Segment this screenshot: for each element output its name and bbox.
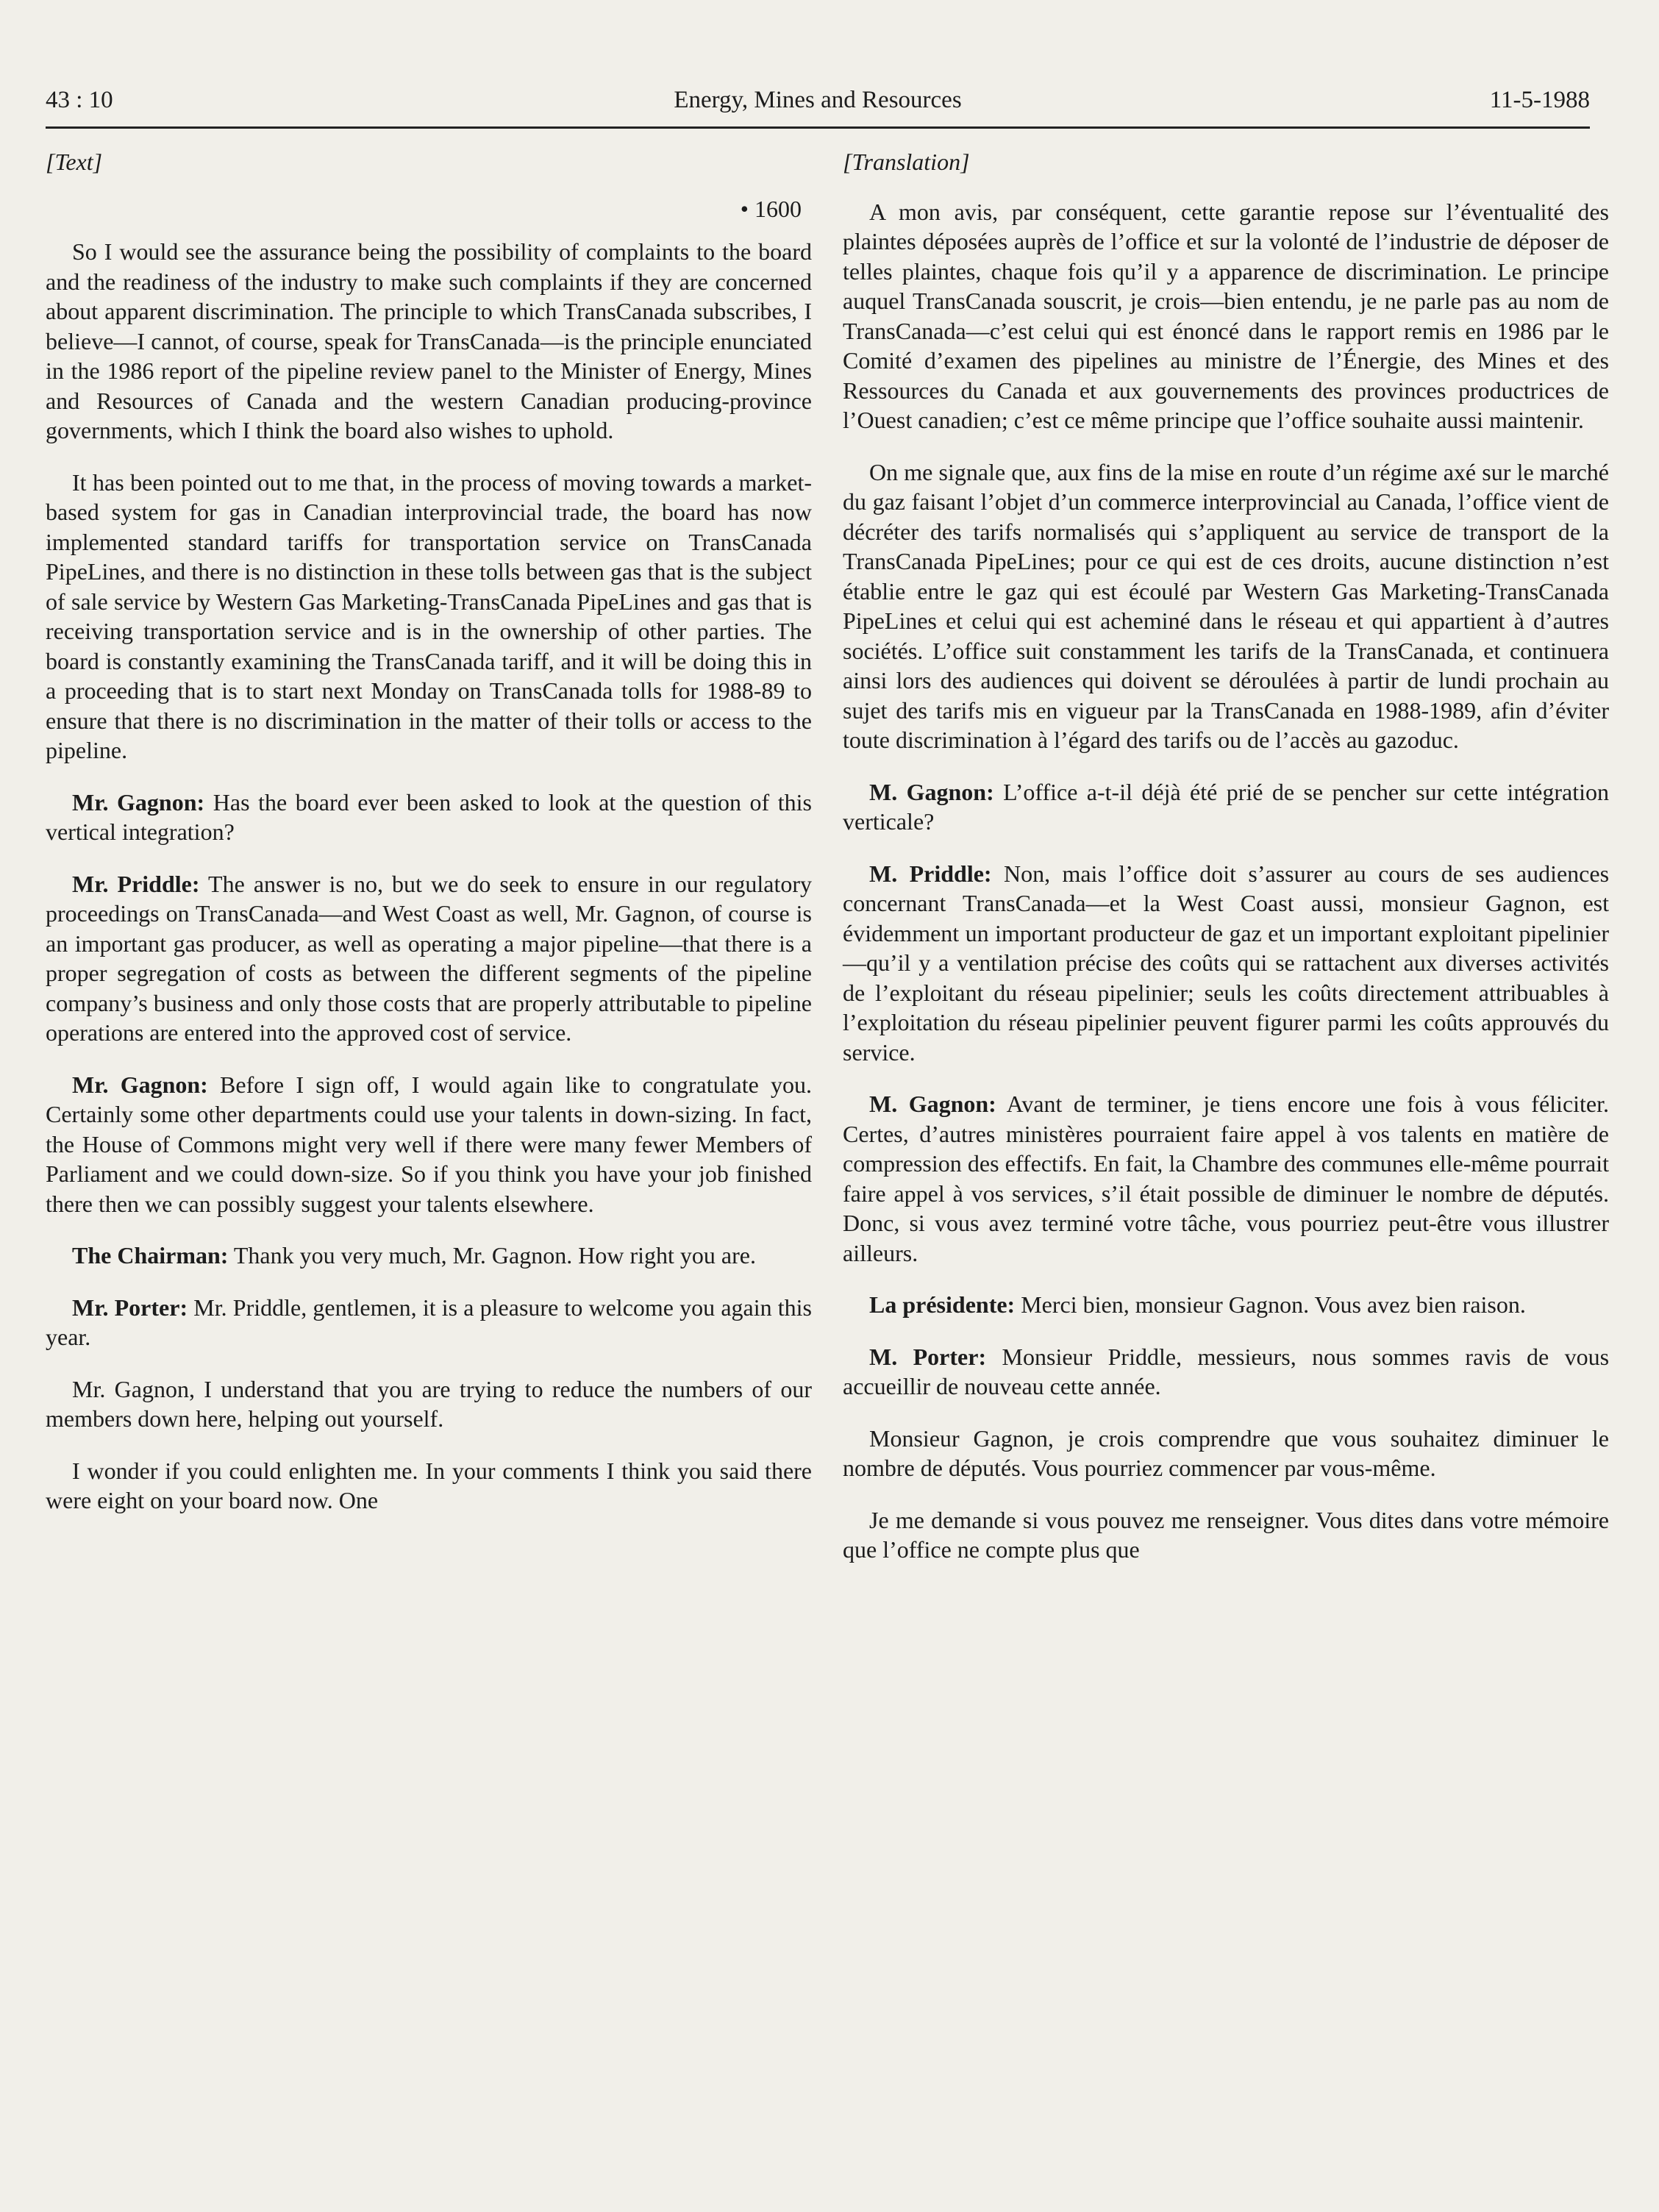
speaker-name: La présidente: [869, 1291, 1016, 1318]
paragraph [843, 1089, 1609, 1268]
paragraph [843, 457, 1609, 755]
paragraph [46, 1241, 812, 1271]
column-label-translation: [Translation] [843, 149, 970, 175]
english-column [46, 147, 812, 1516]
column-label-text: [Text] [46, 149, 103, 175]
speaker-name: M. Gagnon: [869, 778, 994, 805]
paragraph [46, 468, 812, 766]
paragraph-text: So I would see the assurance being the possibility of complaints to the board and the readiness of the industry to make such complaints if they are concerned about apparent discrimination. The principle to which TransCanada subscribes, I believe—I cannot, of course, speak for TransCanada—is the principle enunciated in the 1986 report of the pipeline review panel to the Minister of Energy, Mines and Resources of Canada and the western Canadian producing-province governments, which I think the board also wishes to uphold. [46, 238, 812, 443]
paragraph-text: On me signale que, aux fins de la mise en route d’un régime axé sur le marché du gaz faisant l’objet d’un commerce interprovincial au Canada, l’office vient de décréter des tarifs normalisés qui s’appliquent au service de transport de la TransCanada PipeLines; pour ce qui est de ces droits, aucune distinction n’est établie entre le gaz qui est écoulé par Western Gas Marketing-TransCanada PipeLines et celui qui est acheminé dans le réseau et qui appartient à d’autres sociétés. L’office suit constamment les tarifs de la TransCanada, et continuera ainsi lors des audiences qui doivent se déroulées à partir de lundi prochain au sujet des tarifs mis en vigueur par la TransCanada en 1988-1989, afin d’éviter toute discrimination à l’égard des tarifs ou de l’accès au gazoduc. [843, 458, 1609, 753]
paragraph [46, 1374, 812, 1434]
speaker-name: Mr. Gagnon: [72, 1071, 208, 1098]
speaker-name: M. Gagnon: [869, 1091, 996, 1117]
page-header [46, 87, 1590, 131]
page-number: 43 : 10 [46, 87, 113, 113]
speaker-name: The Chairman: [72, 1242, 229, 1269]
paragraph-text: Mr. Priddle, gentlemen, it is a pleasure to welcome you again this year. [46, 1294, 813, 1350]
paragraph-text: Merci bien, monsieur Gagnon. Vous avez bien raison. [1021, 1291, 1526, 1318]
paragraph [46, 1293, 812, 1352]
paragraph-text: Monsieur Priddle, messieurs, nous sommes ravis de vous accueillir de nouveau cette année. [843, 1343, 1610, 1399]
paragraph [46, 788, 812, 847]
paragraph-text: I wonder if you could enlighten me. In your comments I think you said there were eight on your board now. One [46, 1457, 812, 1513]
paragraph [46, 1456, 812, 1516]
paragraph-text: A mon avis, par conséquent, cette garantie repose sur l’éventualité des plaintes déposées auprès de l’office et sur la volonté de l’industrie de déposer de telles plaintes, chaque fois qu’il y a apparence de discrimination. Le principe auquel TransCanada souscrit, je crois—bien entendu, je ne parle pas au nom de TransCanada—c’est celui qui est énoncé dans le rapport remis en 1986 par le Comité d’examen des pipelines au ministre de l’Énergie, des Mines et des Ressources du Canada et aux gouvernements des provinces productrices de l’Ouest canadien; c’est ce même principe que l’office souhaite aussi maintenir. [843, 198, 1609, 433]
paragraph-text: It has been pointed out to me that, in the process of moving towards a market-based system for gas in Canadian interprovincial trade, the board has now implemented standard tariffs for transportation service on TransCanada PipeLines, and there is no distinction in these tolls between gas that is the subject of sale service by Western Gas Marketing-TransCanada PipeLines and gas that is receiving transportation service and is in the ownership of other parties. The board is constantly examining the TransCanada tariff, and it will be doing this in a proceeding that is to start next Monday on TransCanada tolls for 1988-89 to ensure that there is no discrimination in the matter of their tolls or access to the pipeline. [46, 468, 812, 763]
paragraph-text: Has the board ever been asked to look at the question of this vertical integration? [46, 788, 813, 845]
paragraph-text: L’office a-t-il déjà été prié de se pencher sur cette intégration verticale? [843, 778, 1610, 835]
paragraph-text: Before I sign off, I would again like to congratulate you. Certainly some other departments could use your talents in down-sizing. In fact, the House of Commons might very well if there were many fewer Members of Parliament and we could down-size. So if you think you have your job finished there then we can possibly suggest your talents elsewhere. [46, 1071, 812, 1217]
paragraph-list [843, 197, 1609, 1565]
speaker-name: Mr. Priddle: [72, 870, 200, 897]
speaker-name: Mr. Porter: [72, 1294, 188, 1321]
speaker-name: Mr. Gagnon: [72, 788, 205, 816]
paragraph [46, 869, 812, 1048]
time-marker: • 1600 [740, 195, 802, 222]
paragraph [843, 859, 1609, 1068]
paragraph [843, 1290, 1609, 1320]
paragraph-text: Je me demande si vous pouvez me renseigner. Vous dites dans votre mémoire que l’office ne compte plus que [843, 1506, 1609, 1563]
running-title: Energy, Mines and Resources [674, 87, 962, 113]
paragraph [843, 1424, 1609, 1483]
paragraph [843, 777, 1609, 837]
paragraph [843, 1342, 1609, 1402]
speaker-name: M. Porter: [869, 1343, 987, 1370]
paragraph-text: The answer is no, but we do seek to ensure in our regulatory proceedings on TransCanada—and West Coast as well, Mr. Gagnon, of course is an important gas producer, as well as operating a major pipeline—that there is a proper segregation of costs as between the different segments of the pipeline company’s business and only those costs that are properly attributable to pipeline operations are entered into the approved cost of service. [46, 870, 813, 1046]
speaker-name: M. Priddle: [869, 860, 992, 887]
paragraph [843, 197, 1609, 435]
header-rule [46, 126, 1590, 129]
paragraph-text: Thank you very much, Mr. Gagnon. How right you are. [233, 1242, 756, 1269]
paragraph-text: Monsieur Gagnon, je crois comprendre que vous souhaitez diminuer le nombre de députés. Vous pourriez commencer par vous-même. [843, 1424, 1609, 1481]
paragraph-text: Avant de terminer, je tiens encore une fois à vous féliciter. Certes, d’autres ministères pourraient faire appel à vos talents en matière de compression des effectifs. En fait, la Chambre des communes elle-même pourrait faire appel à vos services, s’il était possible de diminuer le nombre de députés. Donc, si vous avez terminé votre tâche, vous pourriez peut-être vous illustrer ailleurs. [843, 1091, 1610, 1266]
paragraph-list [46, 237, 812, 1516]
paragraph [843, 1505, 1609, 1565]
paragraph [46, 237, 812, 446]
french-column [843, 147, 1609, 1565]
paragraph [46, 1070, 812, 1219]
paragraph-text: Mr. Gagnon, I understand that you are trying to reduce the numbers of our members down here, helping out yourself. [46, 1375, 812, 1432]
paragraph-text: Non, mais l’office doit s’assurer au cours de ses audiences concernant TransCanada—et la West Coast aussi, monsieur Gagnon, est évidemment un important producteur de gaz et un important exploitant pipelinier—qu’il y a ventilation précise des coûts qui se rattachent aux diverses activités de l’exploitant du réseau pipelinier; seuls les coûts directement attribuables à l’exploitation du réseau pipelinier peuvent figurer parmi les coûts approuvés du service. [843, 860, 1610, 1066]
header-date: 11-5-1988 [1489, 87, 1590, 113]
